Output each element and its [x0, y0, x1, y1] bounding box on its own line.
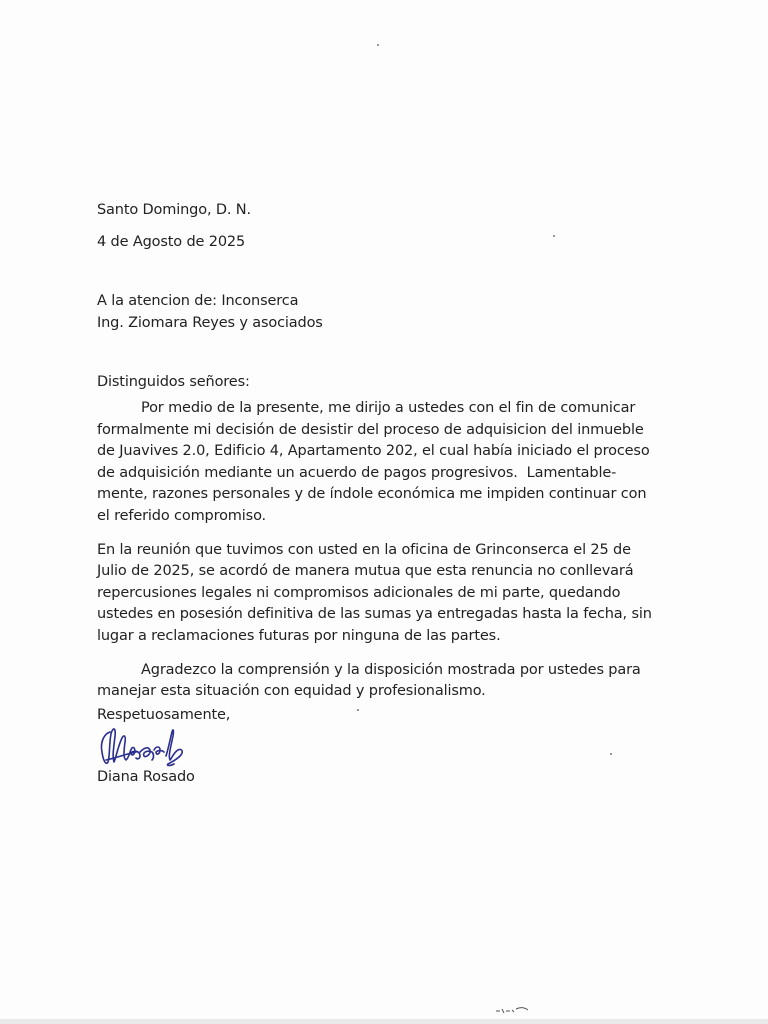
paragraph-line: el referido compromiso.: [97, 507, 266, 524]
paragraph-line: En la reunión que tuvimos con usted en la oficina de Grinconserca el 25 de: [97, 541, 631, 558]
paragraph-line: Por medio de la presente, me dirijo a ustedes con el fin de comunicar: [141, 399, 636, 416]
paragraph-line: ustedes en posesión definitiva de las sumas ya entregadas hasta la fecha, sin: [97, 606, 652, 623]
recipient-block: [97, 291, 657, 334]
scan-speck: [357, 709, 359, 711]
paragraph-line: Agradezco la comprensión y la disposición mostrada por ustedes para: [141, 661, 641, 678]
recipient-line-1: A la atencion de: Inconserca: [97, 293, 299, 310]
closing: Respetuosamente,: [97, 707, 231, 723]
scanner-bottom-edge: [0, 1019, 768, 1024]
scan-speck: [377, 44, 379, 46]
paragraph-line: manejar esta situación con equidad y profesionalismo.: [97, 683, 486, 700]
paragraph-line: de Juavives 2.0, Edificio 4, Apartamento 202, el cual había iniciado el proceso: [97, 443, 650, 460]
handwritten-signature: [96, 722, 196, 770]
paragraph-line: repercusiones legales ni compromisos adicionales de mi parte, quedando: [97, 584, 621, 601]
paragraph-line: Julio de 2025, se acordó de manera mutua que esta renuncia no conllevará: [97, 563, 634, 580]
scan-speck: [610, 753, 612, 755]
paragraph-line: formalmente mi decisión de desistir del proceso de adquisicion del inmueble: [97, 421, 644, 438]
recipient-line-2: Ing. Ziomara Reyes y asociados: [97, 314, 323, 331]
signer-name: Diana Rosado: [97, 769, 195, 785]
paragraph-line: de adquisición mediante un acuerdo de pagos progresivos. Lamentable-: [97, 464, 617, 481]
paragraph-1: [97, 398, 657, 528]
scan-artifact-mark: [494, 1005, 530, 1015]
scan-speck: [553, 235, 555, 237]
paragraph-line: lugar a reclamaciones futuras por ninguna de las partes.: [97, 627, 501, 644]
paragraph-2: [97, 540, 657, 648]
paragraph-3: [97, 660, 657, 703]
letter-date: 4 de Agosto de 2025: [97, 233, 246, 250]
letter-body: [97, 200, 657, 703]
salutation: Distinguidos señores:: [97, 374, 250, 391]
paragraph-line: mente, razones personales y de índole económica me impiden continuar con: [97, 486, 647, 503]
letter-place: Santo Domingo, D. N.: [97, 202, 251, 218]
